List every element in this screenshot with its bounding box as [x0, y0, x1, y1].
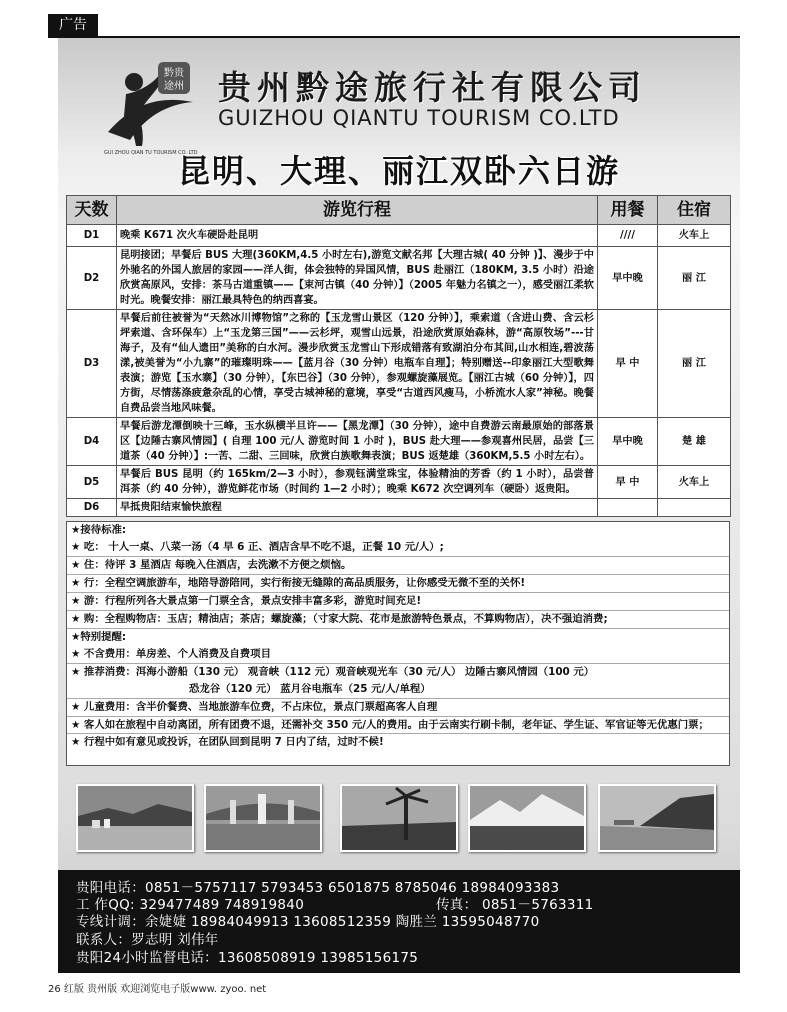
day-cell: D1: [67, 225, 117, 247]
table-row: [67, 418, 731, 466]
company-name-cn: 贵州黔途旅行社有限公司: [218, 68, 647, 107]
advertisement-panel: [58, 38, 740, 973]
supervision-hotline: 贵阳24小时监督电话：13608508919 13985156175: [76, 950, 419, 966]
standard-sightseeing: ★ 游：行程所列各大景点第一门票全含，景点安排丰富多彩，游览时间充足!: [67, 593, 729, 611]
standards-heading: ★接待标准:: [71, 524, 127, 536]
stay-cell: 楚 雄: [658, 418, 731, 466]
work-qq: 工 作QQ: 329477489 748919840: [76, 897, 305, 913]
lake-photo: [76, 784, 194, 852]
stay-cell: 丽 江: [658, 310, 731, 418]
standard-transport: ★ 行：全程空调旅游车，地陪导游陪同，实行衔接无缝隙的高品质服务，让你感受无微不至的关怀!: [67, 575, 729, 593]
svg-text:黔贵: 黔贵: [164, 68, 184, 79]
page-footer: 26 红版 贵州版 欢迎浏览电子版www. zyoo. net: [48, 984, 267, 995]
meal-cell: 早中晚: [598, 247, 658, 310]
fax-number: 传真： 0851－5763311: [436, 897, 594, 913]
header-meals: 用餐: [598, 196, 658, 225]
day-cell: D6: [67, 499, 117, 517]
reminder-recommended-2: 恐龙谷（120 元） 蓝月谷电瓶车（25 元/人/单程）: [67, 681, 729, 699]
svg-text:GUI ZHOU QIAN TU TOURISM CO. L: GUI ZHOU QIAN TU TOURISM CO. LTD: [104, 150, 198, 156]
itinerary-cell: 早餐后 BUS 昆明（约 165km/2—3 小时），参观钰满堂珠宝，体验精油的芳香（约 1 小时），品尝普洱茶（约 40 分钟），游览鲜花市场（时间约 1—2 小时）；晚乘 K672 次空调列车（硬卧）返贵阳。: [117, 466, 598, 499]
itinerary-cell: 昆明接团；早餐后 BUS 大理(360KM,4.5 小时左右),游览文献名邦【大理古城( 40 分钟 )】、漫步于中外驰名的外国人旅居的家园——洋人街，体会独特的异国风情，BUS 赴丽江（180KM, 3.5 小时）沿途欣赏高原风，安排：茶马古道重镇——【束河古镇（40 分钟）】（2005 年魅力名镇之一），感受丽江柔软时光。晚餐安排：丽江最具特色的纳西喜宴。: [117, 247, 598, 310]
planner-contacts: 专线计调：余婕婕 18984049913 13608512359 陶胜兰 13595048770: [76, 914, 540, 930]
header-itinerary: 游览行程: [117, 196, 598, 225]
guiyang-phone: 贵阳电话：0851－5757117 5793453 6501875 8785046 18984093383: [76, 880, 560, 896]
meal-cell: [598, 499, 658, 517]
table-header-row: [67, 196, 731, 225]
meal-cell: 早 中: [598, 466, 658, 499]
meal-cell: 早 中: [598, 310, 658, 418]
logo-head: [125, 73, 143, 91]
meal-cell: ////: [598, 225, 658, 247]
contact-persons: 联系人：罗志明 刘伟年: [76, 932, 219, 948]
table-row: [67, 499, 731, 517]
itinerary-cell: 早抵贵阳结束愉快旅程: [117, 499, 598, 517]
day-cell: D3: [67, 310, 117, 418]
standard-shopping: ★ 购：全程购物店：玉店；精油店；茶店；螺旋藻；（寸家大院、花市是旅游特色景点，不算购物店），决不强迫消费;: [67, 611, 729, 629]
reminder-children: ★ 儿童费用：含半价餐费、当地旅游车位费，不占床位，景点门票超高客人自理: [67, 699, 729, 717]
standard-meals: ★ 吃： 十人一桌、八菜一汤（4 早 6 正、酒店含早不吃不退，正餐 10 元/人）;: [67, 539, 729, 557]
itinerary-cell: 早餐后游龙潭倒映十三峰，玉水纵横半旦许——【黑龙潭】（30 分钟），途中自费游云南最原始的部落景区【边陲古寨风情园】( 自理 100 元/人 游览时间 1 小时 )，BUS 赴大理——参观喜州民居，品尝【三道茶（40 分钟）】:一苦、二甜、三回味，欣赏白族歌舞表演；BUS 返楚雄（360KM,5.5 小时左右）。: [117, 418, 598, 466]
stay-cell: [658, 499, 731, 517]
tour-title: 昆明、大理、丽江双卧六日游: [177, 152, 620, 190]
itinerary-table: [66, 195, 731, 517]
svg-text:途州: 途州: [164, 81, 184, 92]
photo-strip: [58, 784, 740, 854]
snow-mountain-photo: [468, 784, 586, 852]
stay-cell: 丽 江: [658, 247, 731, 310]
itinerary-cell: 晚乘 K671 次火车硬卧赴昆明: [117, 225, 598, 247]
meal-cell: 早中晚: [598, 418, 658, 466]
contact-panel: [58, 870, 740, 973]
reminder-leave-group: ★ 客人如在旅程中自动离团，所有团费不退，还需补交 350 元/人的费用。由于云南实行刷卡制，老年证、学生证、军官证等无优惠门票；: [67, 717, 729, 734]
reminder-excluded-fees: ★ 不含费用：单房差、个人消费及自费项目: [67, 646, 729, 664]
pagoda-photo: [204, 784, 322, 852]
company-logo: [98, 54, 208, 158]
reminder-recommended: ★ 推荐消费：洱海小游船（130 元） 观音峡（112 元）观音峡观光车（30 元/人） 边陲古寨风情园（100 元）: [71, 666, 595, 678]
day-cell: D2: [67, 247, 117, 310]
standard-lodging: ★ 住：待评 3 星酒店 每晚入住酒店，去洗漱不方便之烦恼。: [67, 557, 729, 575]
reminders-heading: ★特别提醒:: [71, 631, 127, 643]
ad-label: 广告: [48, 14, 98, 36]
header-lodging: 住宿: [658, 196, 731, 225]
stay-cell: 火车上: [658, 466, 731, 499]
terms-box: [66, 521, 730, 766]
logo-swoosh: [108, 100, 193, 140]
table-row: [67, 225, 731, 247]
day-cell: D5: [67, 466, 117, 499]
company-name-en: GUIZHOU QIANTU TOURISM CO.LTD: [218, 106, 620, 130]
table-row: [67, 466, 731, 499]
itinerary-cell: 早餐后前往被誉为“天然冰川博物馆”之称的【玉龙雪山景区（120 分钟）】，乘索道（含进山费、含云杉坪索道、含环保车）上“玉龙第三国”——云杉坪，观雪山远景，沿途欣赏原始森林，游“高原牧场”---甘海子，及有“仙人遗田”美称的白水河。漫步欣赏玉龙雪山下形成错落有致湖泊分布其间,山水相连,碧波荡漾,被美誉为“小九寨”的璀璨明珠——【蓝月谷（30 分钟）电瓶车自理】；特别赠送--印象丽江大型歌舞表演；游览【玉水寨】（30 分钟），【东巴谷】（30 分钟），参观螺旋藻展览。【丽江古城（60 分钟）】，四方街，尽情荡涤疲惫杂乱的心情，享受古城神秘的意境，享受“古道西风瘦马，小桥流水人家”神秘。晚餐自费品尝当地风味餐。: [117, 310, 598, 418]
header-day: 天数: [67, 196, 117, 225]
palm-photo: [340, 784, 458, 852]
reminder-feedback: ★ 行程中如有意见或投诉，在团队回到昆明 7 日内了结，过时不候!: [71, 736, 384, 748]
table-row: [67, 310, 731, 418]
day-cell: D4: [67, 418, 117, 466]
stay-cell: 火车上: [658, 225, 731, 247]
river-photo: [598, 784, 716, 852]
table-row: [67, 247, 731, 310]
